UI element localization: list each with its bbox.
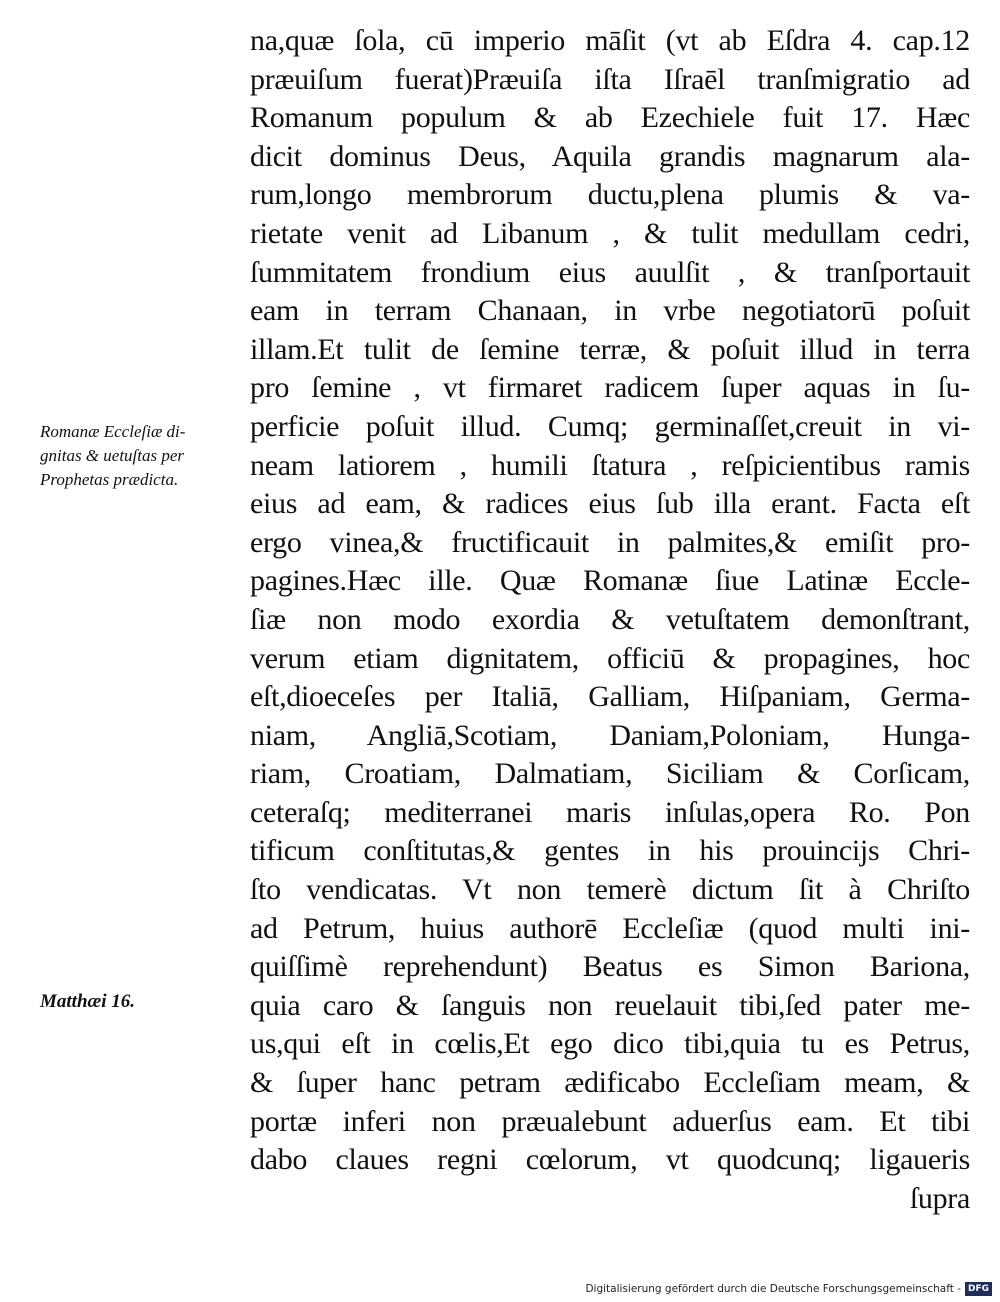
text-line: neam latiorem , humili ſtatura , reſpicientibus ramis	[250, 448, 970, 482]
marginal-note-matthaei: Matthæi 16.	[40, 991, 136, 1012]
main-text-block	[250, 22, 970, 1218]
text-line: ſiæ non modo exordia & vetuſtatem demonſtrant,	[250, 602, 970, 636]
catchword: ſupra	[909, 1181, 970, 1215]
text-line: tificum conſtitutas,& gentes in his prouincijs Chri-	[250, 834, 970, 868]
text-line: illam.Et tulit de ſemine terræ, & poſuit illud in terra	[250, 332, 970, 366]
text-line: ſto vendicatas. Vt non temerè dictum ſit à Chriſto	[250, 873, 970, 907]
marginal-note-line: Prophetas prædicta.	[40, 470, 179, 489]
marginal-note-line: Romanæ Eccleſiæ di-	[40, 422, 186, 441]
dfg-logo: DFG	[965, 1282, 992, 1296]
text-line: ad Petrum, huius authorē Eccleſiæ (quod multi ini-	[250, 911, 970, 945]
text-line: na,quæ ſola, cū imperio māſit (vt ab Eſdra 4. cap.12	[250, 24, 970, 57]
marginal-note-romanae	[40, 420, 185, 492]
text-line: quia caro & ſanguis non reuelauit tibi,ſed pater me-	[250, 988, 970, 1022]
text-line: præuiſum fuerat)Præuiſa iſta Iſraēl tranſmigratio ad	[250, 62, 970, 96]
text-line: portæ inferi non præualebunt aduerſus eam. Et tibi	[250, 1104, 970, 1138]
text-line: us,qui eſt in cœlis,Et ego dico tibi,quia tu es Petrus,	[250, 1027, 970, 1061]
text-line: ceteraſq; mediterranei maris inſulas,opera Ro. Pon	[250, 795, 970, 829]
text-line: niam, Angliā,Scotiam, Daniam,Poloniam, Hunga-	[250, 718, 970, 752]
text-line: perficie poſuit illud. Cumq; germinaſſet,creuit in vi-	[250, 409, 970, 443]
text-line: ſummitatem frondium eius auulſit , & tranſportauit	[250, 255, 970, 289]
text-line: Romanum populum & ab Ezechiele fuit 17. Hæc	[250, 101, 970, 135]
text-line: riam, Croatiam, Dalmatiam, Siciliam & Corſicam,	[250, 757, 970, 791]
text-line: rietate venit ad Libanum , & tulit medullam cedri,	[250, 216, 970, 250]
text-line: pro ſemine , vt firmaret radicem ſuper aquas in ſu-	[250, 371, 970, 405]
text-line: quiſſimè reprehendunt) Beatus es Simon Bariona,	[250, 950, 970, 984]
text-line: rum,longo membrorum ductu,plena plumis & va-	[250, 178, 970, 212]
text-line: verum etiam dignitatem, officiū & propagines, hoc	[250, 641, 970, 675]
text-line: dabo claues regni cœlorum, vt quodcunq; ligaueris	[250, 1143, 970, 1177]
digitization-footer	[585, 1282, 992, 1296]
text-line: eius ad eam, & radices eius ſub illa erant. Facta eſt	[250, 487, 970, 521]
text-line: eſt,dioeceſes per Italiā, Galliam, Hiſpaniam, Germa-	[250, 680, 970, 714]
text-line: & ſuper hanc petram ædificabo Eccleſiam meam, &	[250, 1066, 970, 1100]
footer-text: Digitalisierung gefördert durch die Deutsche Forschungsgemeinschaft -	[585, 1283, 961, 1295]
marginal-note-line: gnitas & uetuſtas per	[40, 446, 185, 465]
text-line: ergo vinea,& fructificauit in palmites,& emiſit pro-	[250, 525, 970, 559]
text-line: pagines.Hæc ille. Quæ Romanæ ſiue Latinæ Eccle-	[250, 564, 970, 598]
text-line: eam in terram Chanaan, in vrbe negotiatorū poſuit	[250, 294, 970, 328]
text-line: dicit dominus Deus, Aquila grandis magnarum ala-	[250, 139, 970, 173]
